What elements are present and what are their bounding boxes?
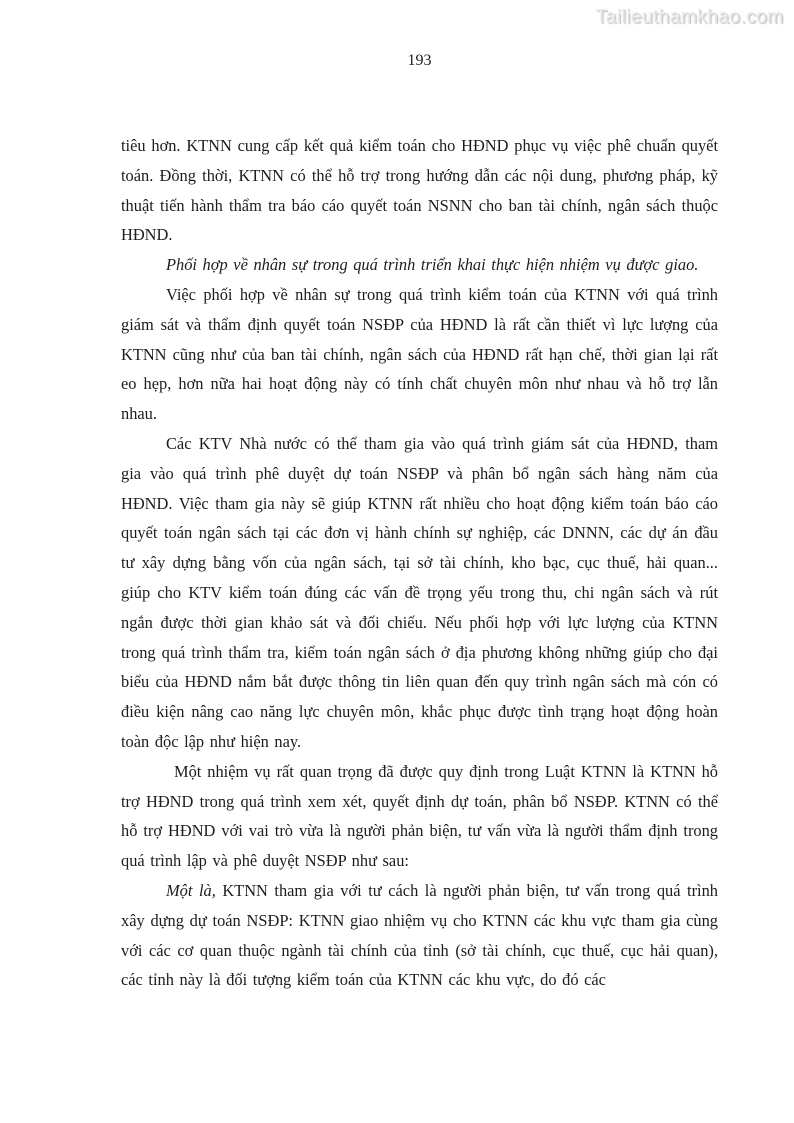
- page-content: [121, 131, 718, 995]
- paragraph-body-text: KTNN tham gia với tư cách là người phản biện, tư vấn trong quá trình xây dựng dự toán NSĐP: KTNN giao nhiệm vụ cho KTNN các khu vực tham gia cùng với các cơ quan thuộc ngành tài chính của tỉnh (sở tài chính, cục thuế, cục hải quan), các tỉnh này là đối tượng kiểm toán của KTNN các khu vực, do đó các: [121, 880, 718, 990]
- paragraph-continuation: tiêu hơn. KTNN cung cấp kết quả kiểm toán cho HĐND phục vụ việc phê chuẩn quyết toán. Đồng thời, KTNN có thể hỗ trợ trong hướng dẫn các nội dung, phương pháp, kỹ thuật tiến hành thẩm tra báo cáo quyết toán NSNN cho ban tài chính, ngân sách thuộc HĐND.: [121, 136, 718, 245]
- paragraph: Một nhiệm vụ rất quan trọng đã được quy định trong Luật KTNN là KTNN hỗ trợ HĐND trong quá trình xem xét, quyết định dự toán, phân bổ NSĐP. KTNN có thể hỗ trợ HĐND với vai trò vừa là người phản biện, tư vấn vừa là người thẩm định trong quá trình lập và phê duyệt NSĐP như sau:: [121, 761, 718, 871]
- paragraph: Việc phối hợp về nhân sự trong quá trình kiểm toán của KTNN với quá trình giám sát và thẩm định quyết toán NSĐP của HĐND là rất cần thiết vì lực lượng của KTNN cũng như của ban tài chính, ngân sách của HĐND rất hạn chế, thời gian lại rất eo hẹp, hơn nữa hai hoạt động này có tính chất chuyên môn như nhau và hỗ trợ lẫn nhau.: [121, 284, 718, 424]
- paragraph-italic-lead: Một là,: [166, 880, 216, 900]
- paragraph: Các KTV Nhà nước có thể tham gia vào quá trình giám sát của HĐND, tham gia vào quá trình phê duyệt dự toán NSĐP và phân bổ ngân sách hàng năm của HĐND. Việc tham gia này sẽ giúp KTNN rất nhiều cho hoạt động kiểm toán báo cáo quyết toán ngân sách tại các đơn vị hành chính sự nghiệp, các DNNN, các dự án đầu tư xây dựng bằng vốn của ngân sách, tại sở tài chính, kho bạc, cục thuế, hải quan... giúp cho KTV kiểm toán đúng các vấn đề trọng yếu trong thu, chi ngân sách và rút ngắn được thời gian khảo sát và đối chiếu. Nếu phối hợp với lực lượng của KTNN trong quá trình thẩm tra, kiểm toán ngân sách ở địa phương không những giúp cho đại biểu của HĐND nắm bắt được thông tin liên quan đến quy trình ngân sách mà cón có điều kiện nâng cao năng lực chuyên môn, khắc phục được tình trạng hoạt động hoàn toàn độc lập như hiện nay.: [121, 433, 718, 751]
- paragraph: [121, 876, 718, 995]
- paragraph-italic-heading: Phối hợp về nhân sự trong quá trình triển khai thực hiện nhiệm vụ được giao.: [166, 255, 699, 275]
- watermark: Tailieuthamkhao.com: [596, 7, 784, 28]
- page-number: 193: [407, 52, 432, 69]
